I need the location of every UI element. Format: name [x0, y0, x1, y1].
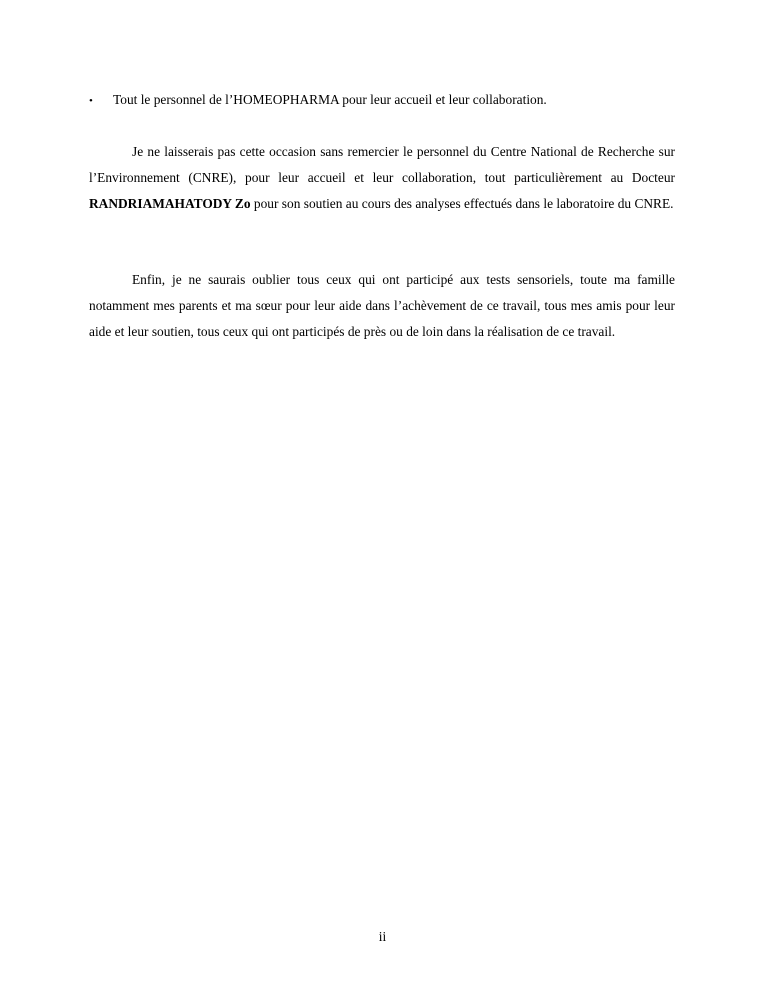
page-number: ii	[378, 929, 387, 944]
paragraph-cnre-text-start: Je ne laisserais pas cette occasion sans remercier le personnel du Centre National de Recherche sur l’Environnement (CNRE), pour leur accueil et leur collaboration, tout particulièrement au Docteur	[89, 144, 675, 185]
paragraph-final-thanks: Enfin, je ne saurais oublier tous ceux qui ont participé aux tests sensoriels, toute ma famille notamment mes parents et ma sœur pour leur aide dans l’achèvement de ce travail, tous mes amis pour leur aide et leur soutien, tous ceux qui ont participés de près ou de loin dans la réalisation de ce travail.	[89, 272, 675, 339]
paragraph-cnre-text-end: pour son soutien au cours des analyses effectués dans le laboratoire du CNRE.	[250, 196, 674, 211]
bullet-icon: •	[89, 95, 93, 107]
paragraph-cnre-thanks	[89, 139, 675, 217]
doctor-name: RANDRIAMAHATODY Zo	[89, 196, 251, 211]
bullet-item-text: Tout le personnel de l’HOMEOPHARMA pour leur accueil et leur collaboration.	[113, 92, 547, 107]
bullet-item-homeopharma	[89, 90, 689, 111]
